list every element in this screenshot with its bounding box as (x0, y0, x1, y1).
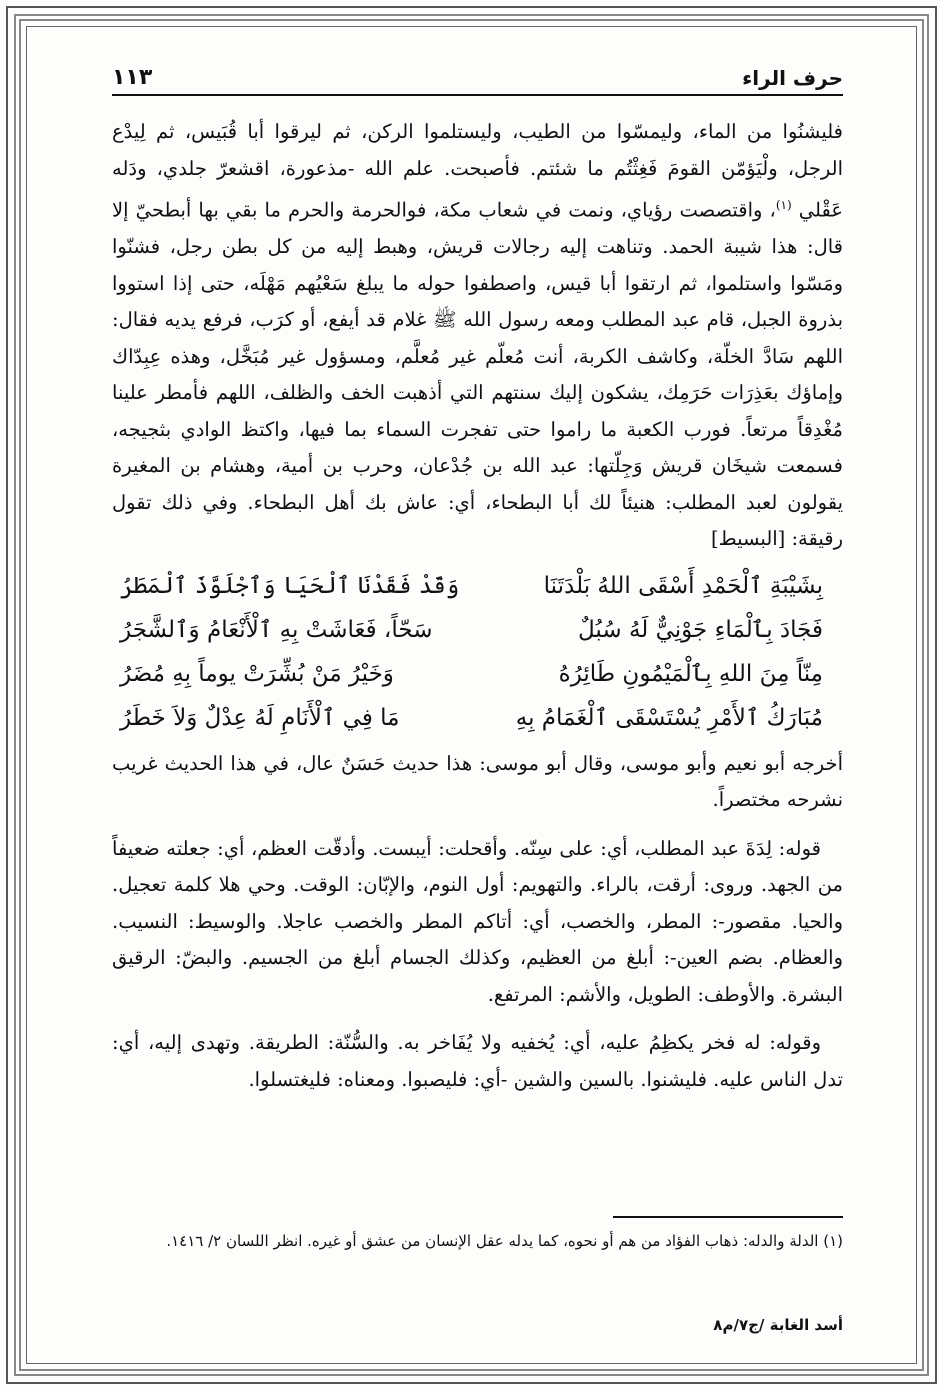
commentary-paragraph-2: وقوله: له فخر يكظِمُ عليه، أي: يُخفيه ولا يُفَاخر به. والسُّنّة: الطريقة. وتهدى إليه، أي: تدل الناس عليه. فليشنوا. بالسين والشين -أي: فليصبوا. ومعناه: فليغتسلوا. (112, 1031, 843, 1091)
hemistich-second: وَخَيْرُ مَنْ بُشِّرَتْ يوماً بِهِ مُضَرُ (120, 660, 394, 687)
paragraph-text-continued: ، واقتصصت رؤياي، ونمت في شعاب مكة، فوالحرمة والحرم ما بقي بها أبطحيّ إلا قال: هذا شيبة الحمد. وتناهت إليه رجالات قريش، وهبط إليه من كل بطن رجل، فشنّوا ومَسّوا واستلموا، ثم ارتقوا أبا قيس، واصطفوا حوله ما يبلغ سَعْيُهم مَهْلَه، حتى إذا استووا بذروة الجبل، قام عبد المطلب ومعه رسول الله ﷺ غلام قد أيفع، أو كرَب، فرفع يديه فقال: اللهم سَادَّ الخلّة، وكاشف الكربة، أنت مُعلّم غير مُعلَّم، ومسؤول غير مُبَخَّل، وهذه عِبِدّاك وإماؤك بعَذِرَات حَرَمِك، يشكون إليك سنتهم التي أذهبت الخف والظلف، اللهم فأمطر علينا مُغْدِقاً مرتعاً. فورب الكعبة ما راموا حتى تفجرت السماء بما فيها، واكتظ الوادي بثجيجه، فسمعت شيخَان قريش وَجِلّتها: عبد الله بن جُدْعان، وحرب بن أمية، وهشام بن المغيرة يقولون لعبد المطلب: هنيئاً لك أبا البطحاء، أي: عاش بك أهل البطحاء. وفي ذلك تقول رقيقة: [البسيط] (112, 198, 843, 550)
page-number: ١١٣ (112, 65, 153, 90)
page-footer: أسد الغابة /ج٧/م٨ (713, 1316, 843, 1334)
footnote-divider (613, 1216, 843, 1218)
hemistich-first: بِشَيْبَةِ ٱلْحَمْدِ أَسْقَى اللهُ بَلْدَتَنَا (543, 572, 823, 599)
main-text (112, 114, 843, 1098)
hemistich-first: مُبَارَكُ ٱلأَمْرِ يُسْتَسْقَى ٱلْغَمَامُ بِهِ (515, 704, 823, 731)
chapter-title: حرف الراء (742, 66, 843, 90)
verse-line (112, 608, 843, 652)
source-note: أخرجه أبو نعيم وأبو موسى، وقال أبو موسى: هذا حديث حَسَنٌ عال، في هذا الحديث غريب نشرحه مختصراً. (112, 751, 843, 811)
hemistich-second: سَحّاً، فَعَاشَتْ بِهِ ٱلْأَنْعَامُ وَٱلشَّجَرُ (120, 616, 433, 643)
verse-line (112, 564, 843, 608)
verse-line (112, 696, 843, 740)
hemistich-second: وَقَدْ فَقَدْنَا ٱلْحَيَا وَٱجْلَوَّذَ ٱلْمَطَرُ (120, 572, 460, 599)
poem (112, 564, 843, 740)
hemistich-second: مَا فِي ٱلْأَنَامِ لَهُ عِدْلٌ وَلاَ خَطَرُ (120, 704, 400, 731)
footnote-ref[interactable]: (١) (775, 198, 792, 212)
footnote: (١) الدلة والدله: ذهاب الفؤاد من هم أو نحوه، كما يدله عقل الإنسان من عشق أو غيره. انظر اللسان ٢/ ١٤١٦. (166, 1232, 843, 1250)
book-page (112, 58, 843, 1350)
verse-line (112, 652, 843, 696)
paragraph-text: فليشنُوا من الماء، وليمسّوا من الطيب، وليستلموا الركن، ثم ليرقوا أبا قُبَيس، ثم لِيدْع الرجل، ولْيَؤمّن القومَ فَغِثْتُم ما شئتم. فأصبحت. علم الله -مذعورة، اقشعرّ جلدي، ودَله عَقْلي (112, 120, 843, 222)
hemistich-first: مِنّاً مِنَ اللهِ بِٱلْمَيْمُونِ طَائِرُهُ (558, 660, 823, 687)
running-header (112, 62, 843, 96)
narrative-paragraph (112, 114, 843, 558)
hemistich-first: فَجَادَ بِٱلْمَاءِ جَوْنِيٌّ لَهُ سُبُلٌ (578, 616, 823, 643)
commentary-paragraph: قوله: لِدَةَ عبد المطلب، أي: على سِنّه. وأقحلت: أيبست. وأدقّت العظم، أي: جعلته ضعيفاً من الجهد. وروى: أرقت، بالراء. والتهويم: أول النوم، والإبّان: الوقت. وحي هلا كلمة تعجيل. والحيا. مقصور-: المطر، والخصب، أي: أتاكم المطر والخصب عاجلا. والوسيط: النسيب. والعظام. بضم العين-: أبلغ من العظيم، وكذلك الجسام أبلغ من الجسيم. والبضّ: الرقيق البشرة. والأوطف: الطويل، والأشم: المرتفع. (112, 836, 843, 1006)
